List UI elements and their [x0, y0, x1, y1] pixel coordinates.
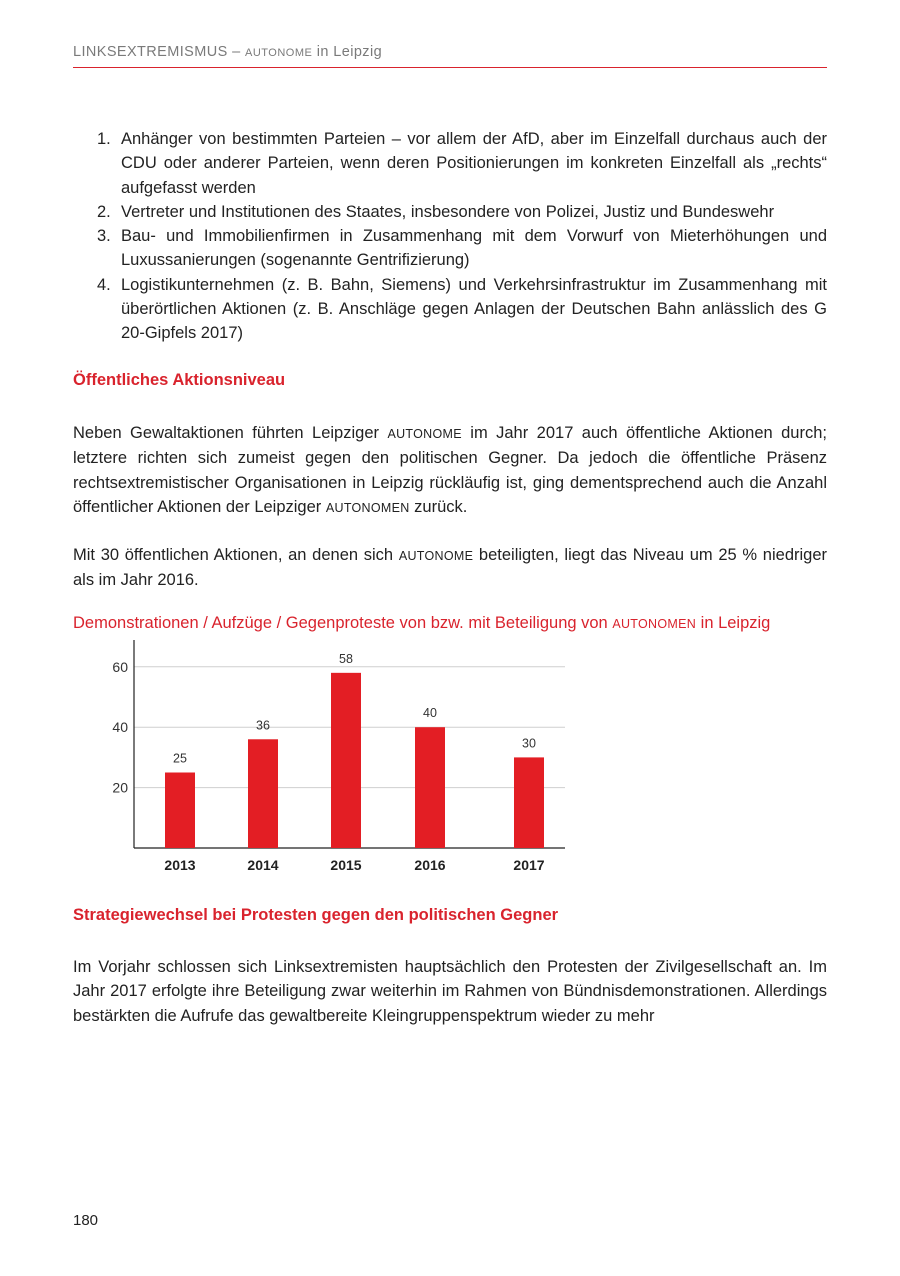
- header-subsection-rest: in Leipzig: [312, 44, 383, 60]
- list-item: [73, 200, 827, 224]
- data-label: 36: [256, 718, 270, 733]
- paragraph-text: Neben Gewaltaktionen führten Leipziger: [73, 424, 388, 442]
- bar: [415, 727, 445, 848]
- chart-title-text: in Leipzig: [696, 614, 771, 632]
- chart-title-smallcaps: AUTONOMEN: [612, 617, 697, 631]
- data-label: 30: [522, 736, 536, 751]
- list-item-number: 3.: [97, 227, 111, 246]
- y-tick-label: 40: [112, 719, 128, 736]
- data-label: 40: [423, 706, 437, 721]
- header-subsection-smallcaps: AUTONOME: [244, 47, 313, 59]
- chart-title: [73, 614, 853, 633]
- list-item-text: Vertreter und Institutionen des Staates, insbesondere von Polizei, Justiz und Bundeswehr: [121, 202, 775, 221]
- smallcaps-term: AUTONOME: [398, 549, 474, 563]
- paragraph-text: Mit 30 öffentlichen Aktionen, an denen sich: [73, 546, 399, 564]
- list-item-number: 1.: [97, 130, 111, 148]
- list-item: [73, 127, 827, 200]
- chart-title-text: Demonstrationen / Aufzüge / Gegenproteste von bzw. mit Beteiligung von: [73, 614, 613, 632]
- data-label: 25: [173, 751, 187, 766]
- list-item-number: 4.: [97, 275, 111, 294]
- header-section: LINKSEXTREMISMUS: [73, 44, 228, 60]
- list-item-number: 2.: [97, 202, 111, 221]
- paragraph-aktionen: [73, 421, 827, 520]
- paragraph-niveau: [73, 543, 827, 593]
- header-rule: [73, 67, 827, 68]
- x-tick-label: 2014: [247, 857, 279, 873]
- paragraph-strategiewechsel: Im Vorjahr schlossen sich Linksextremisten hauptsächlich den Protesten der Zivilgesellschaft an. Im Jahr 2017 erfolgte ihre Beteiligung zwar weiterhin im Rahmen von Bündnisdemonstrationen. Allerdings bestärkten die Aufrufe das gewaltbereite Kleingruppenspektrum wieder zu mehr: [73, 958, 827, 1025]
- x-tick-label: 2016: [414, 857, 446, 873]
- bar: [514, 757, 544, 848]
- x-tick-label: 2013: [164, 857, 196, 873]
- bar-chart: [73, 640, 593, 885]
- list-item: [73, 224, 827, 273]
- list-item-text: Logistikunternehmen (z. B. Bahn, Siemens) und Verkehrsinfrastruktur im Zusammenhang mit überörtlichen Aktionen (z. B. Anschläge gegen Anlagen der Deutschen Bahn anlässlich des G 20-Gipfels 2017): [121, 275, 827, 343]
- x-tick-label: 2017: [513, 857, 545, 873]
- paragraph-text: im Jahr 2017 auch öffentliche Aktionen durch; letztere richten sich zumeist gegen den politischen Gegner. Da jedoch die öffentliche Präsenz rechtsextremistischer Organisationen in Leipzig rückläufig ist, ging dementsprechend auch die Anzahl öffentlicher Aktionen der Leipziger: [73, 424, 827, 516]
- x-tick-label: 2015: [330, 857, 362, 873]
- list-item-text: Anhänger von bestimmten Parteien – vor allem der AfD, aber im Einzelfall durchaus auch der CDU oder anderer Parteien, wenn deren Positionierungen im konkreten Einzelfall als „rechts“ aufgefasst werden: [121, 130, 827, 197]
- section-heading-strategiewechsel: Strategiewechsel bei Protesten gegen den politischen Gegner: [73, 906, 559, 924]
- smallcaps-term: AUTONOMEN: [325, 500, 410, 515]
- section-heading-aktionsniveau: Öffentliches Aktionsniveau: [73, 371, 286, 389]
- smallcaps-term: AUTONOME: [387, 427, 462, 441]
- y-tick-label: 20: [112, 779, 128, 796]
- paragraph-text: zurück.: [409, 497, 468, 516]
- list-item-text: Bau- und Immobilienfirmen in Zusammenhang mit dem Vorwurf von Mieterhöhungen und Luxussanierungen (sogenannte Gentrifizierung): [121, 227, 827, 270]
- bar: [331, 673, 361, 848]
- data-label: 58: [339, 651, 353, 666]
- list-item: [73, 273, 827, 346]
- header-dash: –: [227, 44, 245, 60]
- running-header: [73, 44, 827, 60]
- y-tick-label: 60: [112, 658, 128, 675]
- page-number: 180: [73, 1212, 99, 1229]
- paragraph-text: beteiligten, liegt das Niveau um 25 % niedriger als im Jahr 2016.: [73, 546, 827, 590]
- bar: [248, 739, 278, 848]
- target-list: [73, 127, 827, 346]
- bar: [165, 773, 195, 849]
